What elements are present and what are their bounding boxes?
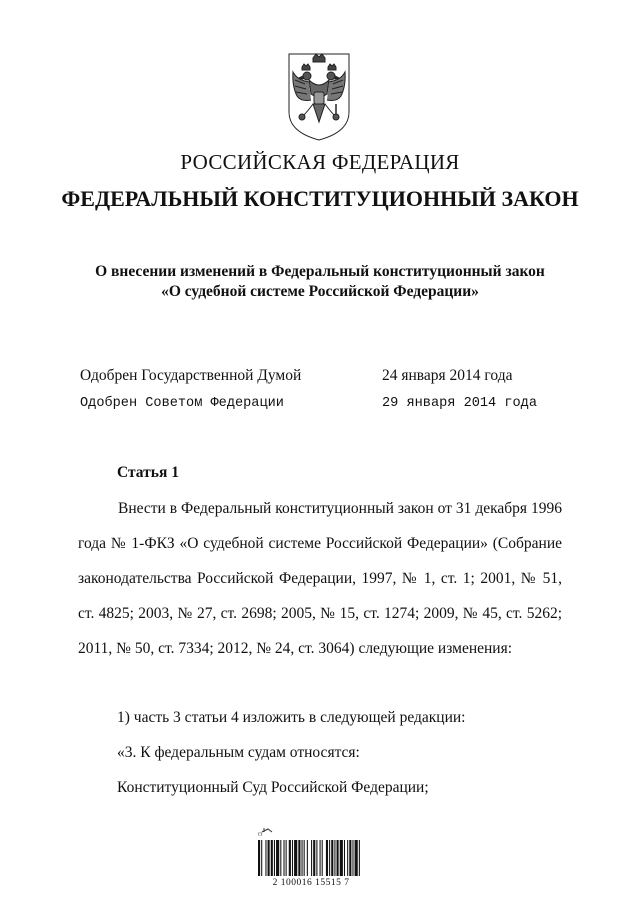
approval-date-duma: 24 января 2014 года [382,367,513,384]
coat-of-arms-emblem [283,50,355,142]
barcode-bar [283,840,284,876]
barcode-bar [280,840,281,876]
law-title-line-1: О внесении изменений в Федеральный конституционный закон [95,263,545,280]
law-type-heading: ФЕДЕРАЛЬНЫЙ КОНСТИТУЦИОННЫЙ ЗАКОН [61,186,579,211]
barcode-bar [261,840,262,876]
barcode [256,826,366,896]
article-intro-paragraph: Внести в Федеральный конституционный закон от 31 декабря 1996 года № 1-ФКЗ «О судебной системе Российской Федерации» (Собрание законодательства Российской Федерации, 1997, № 1, ст. 1; 2001, № 51, ст. 4825; 2003, № 27, ст. 2698; 2005, № 15, ст. 1274; 2009, № 45, ст. 5262; 2011, № 50, ст. 7334; 2012, № 24, ст. 3064) следующие изменения: [78,500,562,657]
barcode-bar [329,840,330,876]
barcode-bar [311,840,312,876]
barcode-bar [265,840,266,876]
barcode-bar [271,840,273,876]
barcode-bar [286,840,287,876]
barcode-bar [349,840,351,876]
barcode-bar [307,840,308,876]
barcode-bar [347,840,348,876]
barcode-bar [334,840,335,876]
approval-label-council: Одобрен Советом Федерации [80,396,284,411]
barcode-bar [276,840,279,876]
article-heading: Статья 1 [117,464,179,481]
barcode-bar [298,840,300,876]
law-title [0,262,640,302]
barcode-bar [302,840,303,876]
barcode-bar [359,840,360,876]
country-name: РОССИЙСКАЯ ФЕДЕРАЦИЯ [180,150,460,174]
barcode-bar [326,840,328,876]
barcode-bar [316,840,317,876]
barcode-bar [289,840,291,876]
barcode-bar [331,840,333,876]
barcode-bar [313,840,315,876]
barcode-bar [294,840,297,876]
article-item-1: 1) часть 3 статьи 4 изложить в следующей редакции: [117,709,466,726]
approval-label-duma: Одобрен Государственной Думой [80,367,302,384]
barcode-bar [292,840,293,876]
barcode-bar [337,840,339,876]
barcode-bar [355,840,358,876]
barcode-number: 2 100016 15515 7 [272,878,350,888]
svg-text:ʘ: ʘ [258,832,263,838]
barcode-bar [352,840,353,876]
court-list-item: Конституционный Суд Российской Федерации; [117,779,429,796]
barcode-bar [344,840,345,876]
barcode-bar [304,840,305,876]
law-title-line-2: «О судебной системе Российской Федерации» [161,283,479,300]
barcode-bar [268,840,270,876]
barcode-bar [320,840,321,876]
approval-date-council: 29 января 2014 года [382,396,537,411]
barcode-bar [274,840,275,876]
article-quote-start: «3. К федеральным судам относятся: [117,744,360,761]
barcode-bar [322,840,323,876]
barcode-bar [340,840,343,876]
barcode-bar [258,840,260,876]
